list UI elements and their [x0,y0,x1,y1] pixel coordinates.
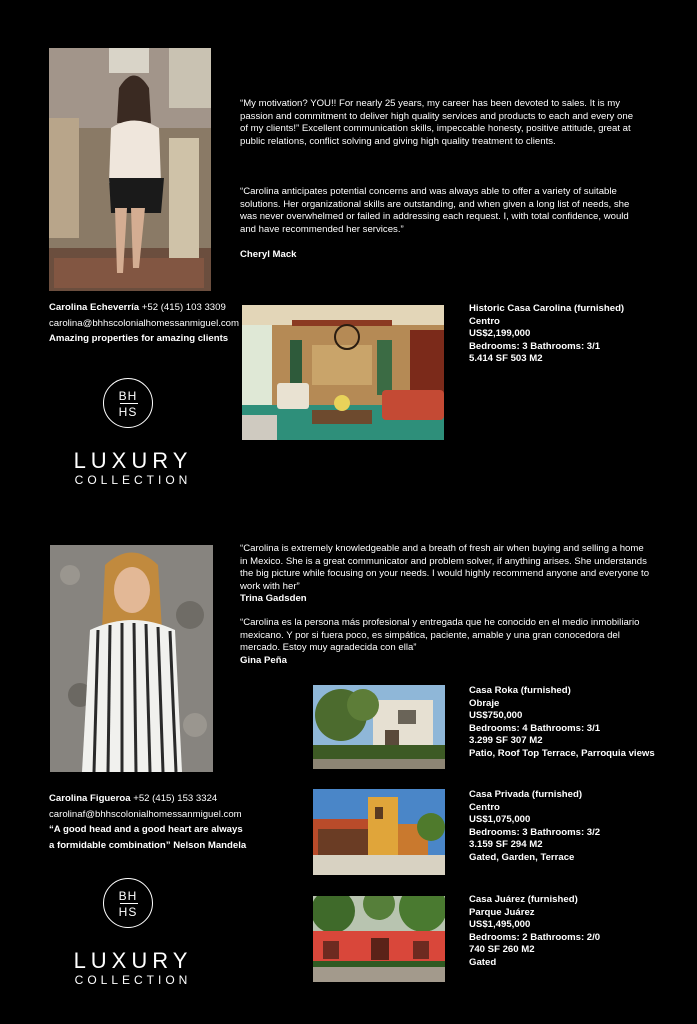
agent1-portrait [49,48,211,291]
listing-location: Obraje [469,697,500,709]
listing-price: US$1,495,000 [469,919,531,931]
listing-location: Centro [469,315,500,327]
listing-features: Patio, Roof Top Terrace, Parroquia views [469,747,655,759]
listing-price: US$750,000 [469,710,523,722]
seal-letters-bottom: HS [118,905,138,919]
listing-rooms: Bedrooms: 3 Bathrooms: 3/2 [469,826,601,838]
luxury-collection-logo [48,878,218,988]
bhhs-seal-icon [103,878,153,928]
testimonial-author: Trina Gadsden [240,593,307,605]
agent1-phone[interactable]: +52 (415) 103 3309 [141,302,226,313]
testimonial-author: Cheryl Mack [240,249,297,261]
logo-title: LUXURY [73,948,193,973]
listing1-photo [242,305,444,440]
bhhs-seal-icon [103,378,153,428]
seal-letters-bottom: HS [118,405,138,419]
logo-subtitle: COLLECTION [74,473,192,487]
testimonials1 [240,98,640,148]
listing-rooms: Bedrooms: 4 Bathrooms: 3/1 [469,722,601,734]
seal-divider [120,903,138,904]
agent2-quote-line1: “A good head and a good heart are always [49,824,243,835]
listing-price: US$2,199,000 [469,328,531,340]
listing-size: 740 SF 260 M2 [469,944,535,956]
agent1-contact [49,300,239,347]
testimonials2-second [240,617,660,667]
listing-price: US$1,075,000 [469,814,531,826]
testimonial-quote: “Carolina is extremely knowledgeable and a breath of fresh air when buying and selling a home in Mexico. She is a great communicator and problem solver, if anything arises. She understands the big picture while focusing on your needs. I would highly recommend anyone and everyone to work with her” [240,543,650,592]
seal-letters-top: BH [118,389,138,403]
listing-title[interactable]: Casa Privada (furnished) [469,789,583,800]
listing1-details [469,303,659,366]
seal-letters-top: BH [118,889,138,903]
agent1-tagline: Amazing properties for amazing clients [49,333,229,344]
listing-location: Parque Juárez [469,906,535,918]
listing-title[interactable]: Casa Juárez (furnished) [469,894,578,905]
testimonial-author: Gina Peña [240,654,287,666]
listing-photo-casa-roka [313,685,445,769]
listing-features: Gated, Garden, Terrace [469,851,575,863]
agent2-contact [49,791,249,853]
listing-photo-casa-juarez [313,896,445,982]
testimonials2 [240,543,650,606]
agent2-name-line [49,791,249,807]
logo-title: LUXURY [73,448,193,473]
testimonials1-second [240,186,640,262]
listing-details-casa-privada [469,789,669,865]
agent2-name: Carolina Figueroa [49,793,131,804]
luxury-collection-logo [48,378,218,488]
logo-subtitle: COLLECTION [74,973,192,987]
listing-details-casa-juarez [469,894,669,970]
agent1-name-line [49,300,234,316]
listing-title[interactable]: Historic Casa Carolina (furnished) [469,303,625,314]
seal-divider [120,403,138,404]
listing-rooms: Bedrooms: 2 Bathrooms: 2/0 [469,931,601,943]
testimonial-quote: “Carolina anticipates potential concerns and was always able to offer a variety of suitable solutions. Her organizational skills are outstanding, and when given a long list of needs, she was never overwhelmed or failed in addressing each request. I, with total confidence, would and have recommended her services.” [240,186,630,235]
agent1-email[interactable]: carolina@bhhscolonialhomessanmiguel.com [49,317,239,329]
listing-details-casa-roka [469,685,669,761]
listing-size: 3.159 SF 294 M2 [469,839,543,851]
agent2-email[interactable]: carolinaf@bhhscolonialhomessanmiguel.com [49,808,242,820]
testimonial-quote: “Carolina es la persona más profesional y entregada que he conocido en el medio inmobiliario mexicano. Y por si fuera poco, es simpática, paciente, amable y una gran conocedora del mercado. Estoy muy agradecida con ella” [240,617,640,654]
listing-title[interactable]: Casa Roka (furnished) [469,685,571,696]
testimonial-quote: “My motivation? YOU!! For nearly 25 years, my career has been devoted to sales. It is my passion and commitment to deliver high quality services and products to each and every one of my clients!” Excellent communication skills, impeccable honesty, positive attitude, great at public relations, conflict solving and giving high quality treatment to clients. [240,98,634,147]
listing-size: 3.299 SF 307 M2 [469,735,543,747]
agent1-name: Carolina Echeverría [49,302,140,313]
listing-photo-casa-privada [313,789,445,875]
listing-features: Gated [469,956,497,968]
listing-location: Centro [469,801,500,813]
agent2-portrait [50,545,213,772]
listing-size: 5.414 SF 503 M2 [469,353,543,365]
listing-rooms: Bedrooms: 3 Bathrooms: 3/1 [469,340,601,352]
agent2-quote-line2: a formidable combination” Nelson Mandela [49,839,247,851]
agent2-phone[interactable]: +52 (415) 153 3324 [133,793,218,804]
